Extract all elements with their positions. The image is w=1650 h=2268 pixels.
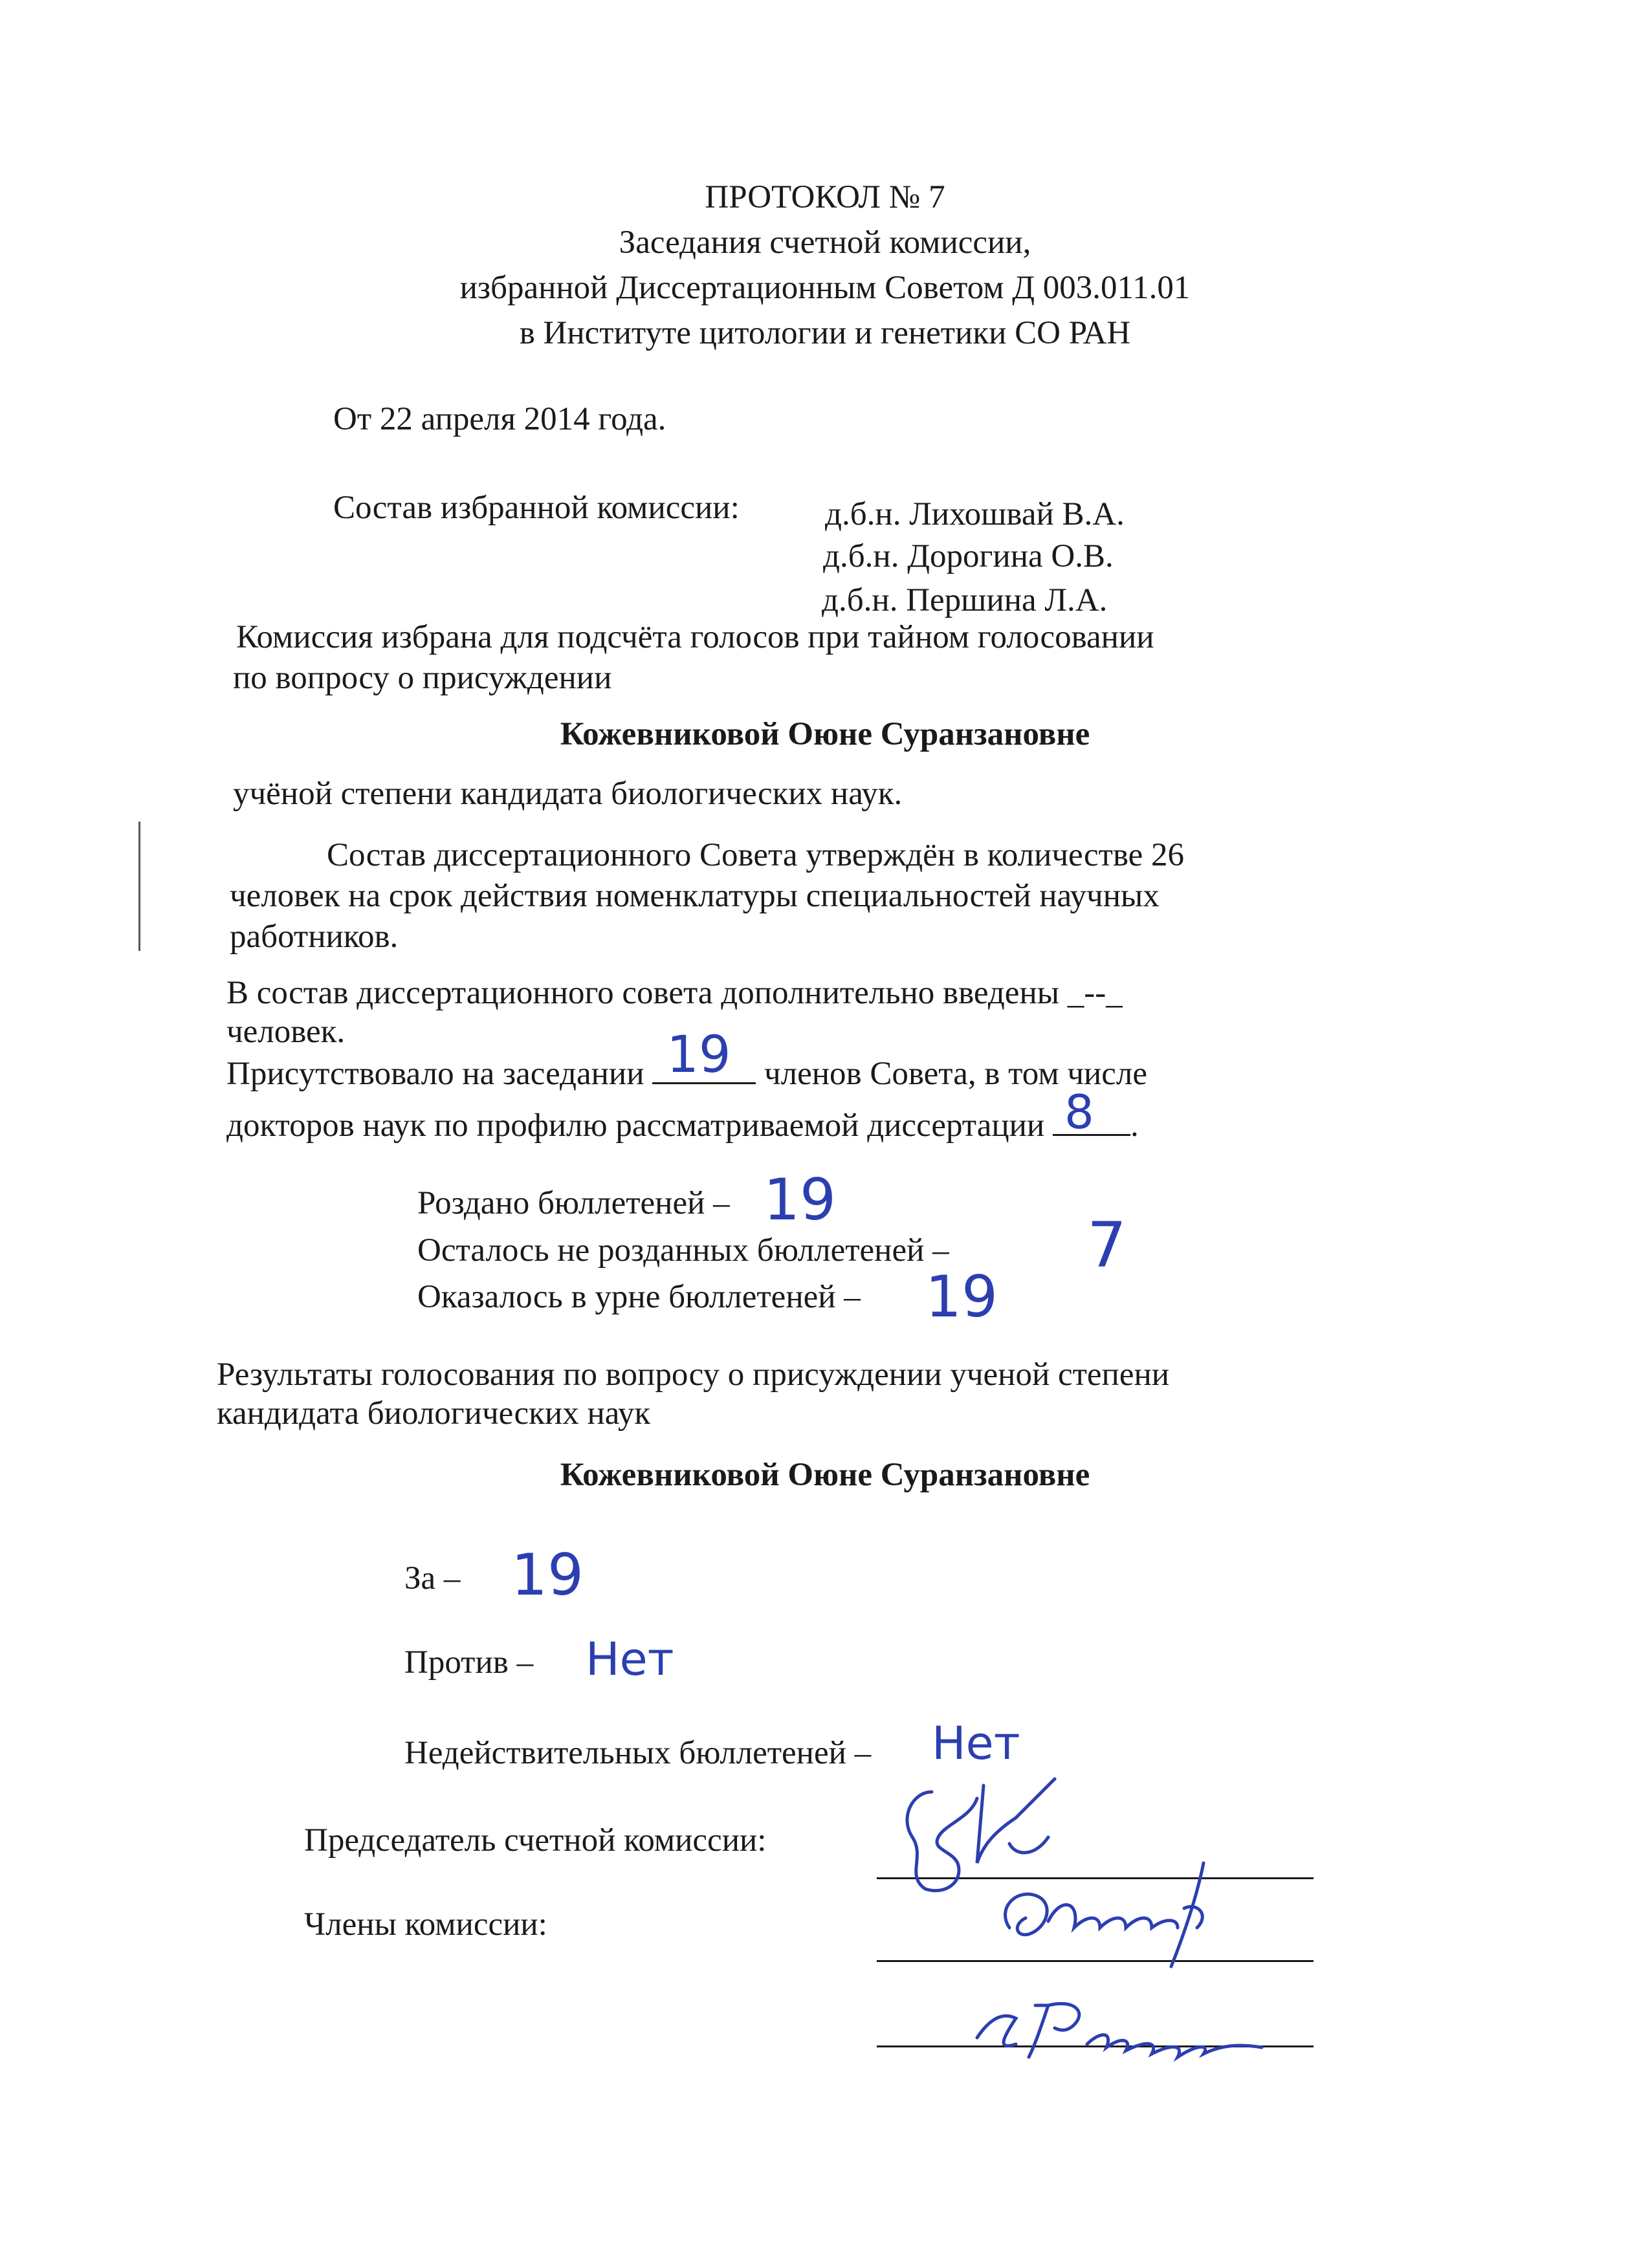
commission-member [822,581,1107,620]
council-line-4: В состав диссертационного совета дополнительно введены _--_ [226,975,1123,1011]
purpose-line-2: по вопросу о присуждении [233,660,612,696]
council-line-2: человек на срок действия номенклатуры специальностей научных [230,878,1160,914]
degree-line: учёной степени кандидата биологических наук. [233,776,903,812]
member-signature-2 [958,1979,1320,2077]
chair-label: Председатель счетной комиссии: [304,1822,767,1859]
present-blank [652,1026,756,1084]
doctors-suffix: . [1130,1107,1139,1144]
member-degree: д.б.н. [822,582,898,618]
invalid-label: Недействительных бюллетеней – [404,1735,872,1771]
protocol-title: ПРОТОКОЛ № 7 [705,179,945,215]
ballots-remaining-label: Осталось не розданных бюллетеней – [417,1232,949,1269]
present-value: 19 [666,1026,731,1084]
purpose-line-1: Комиссия избрана для подсчёта голосов при тайном голосовании [236,619,1154,655]
member-name: Першина Л.А. [906,582,1108,618]
doctors-line [226,1085,1139,1145]
council-line-5: человек. [226,1014,346,1050]
present-prefix: Присутствовало на заседании [226,1056,644,1092]
present-suffix: членов Совета, в том числе [764,1056,1148,1092]
doctors-blank [1053,1085,1130,1139]
commission-member [825,495,1125,534]
ballots-issued-label: Роздано бюллетеней – [417,1185,730,1221]
protocol-subtitle-2: избранной Диссертационным Советом Д 003.011.01 [459,270,1191,306]
results-line-1: Результаты голосования по вопросу о присуждении ученой степени [217,1357,1170,1393]
vote-against-value: Нет [586,1633,674,1686]
ballots-issued-value: 19 [764,1166,836,1233]
member-name: Лихошвай В.А. [909,496,1125,532]
member-signature-1 [990,1857,1262,1973]
vote-against-label: Против – [404,1644,534,1681]
vote-for-value: 19 [511,1542,584,1608]
members-label: Члены комиссии: [304,1906,547,1943]
member-degree: д.б.н. [825,496,901,532]
council-line-3: работников. [230,919,399,955]
council-line-1: Состав диссертационного Совета утверждён в количестве 26 [327,837,1185,873]
commission-member [823,537,1114,576]
commission-label: Состав избранной комиссии: [333,490,740,526]
invalid-value: Нет [932,1717,1020,1770]
doctors-value: 8 [1064,1085,1094,1139]
protocol-subtitle-1: Заседания счетной комиссии, [619,224,1031,261]
doctors-prefix: докторов наук по профилю рассматриваемой диссертации [226,1107,1045,1144]
candidate-name: Кожевниковой Оюне Суранзановне [560,716,1090,752]
member-degree: д.б.н. [823,538,899,574]
ballots-urn-value: 19 [925,1263,998,1330]
protocol-subtitle-3: в Институте цитологии и генетики СО РАН [519,315,1131,351]
member-name: Дорогина О.В. [907,538,1114,574]
margin-mark [138,822,140,951]
protocol-date: От 22 апреля 2014 года. [333,401,666,437]
ballots-urn-label: Оказалось в урне бюллетеней – [417,1279,861,1315]
results-line-2: кандидата биологических наук [217,1395,651,1432]
ballots-remaining-value: 7 [1087,1209,1127,1281]
results-candidate-name: Кожевниковой Оюне Суранзановне [560,1457,1090,1493]
vote-for-label: За – [404,1560,461,1597]
